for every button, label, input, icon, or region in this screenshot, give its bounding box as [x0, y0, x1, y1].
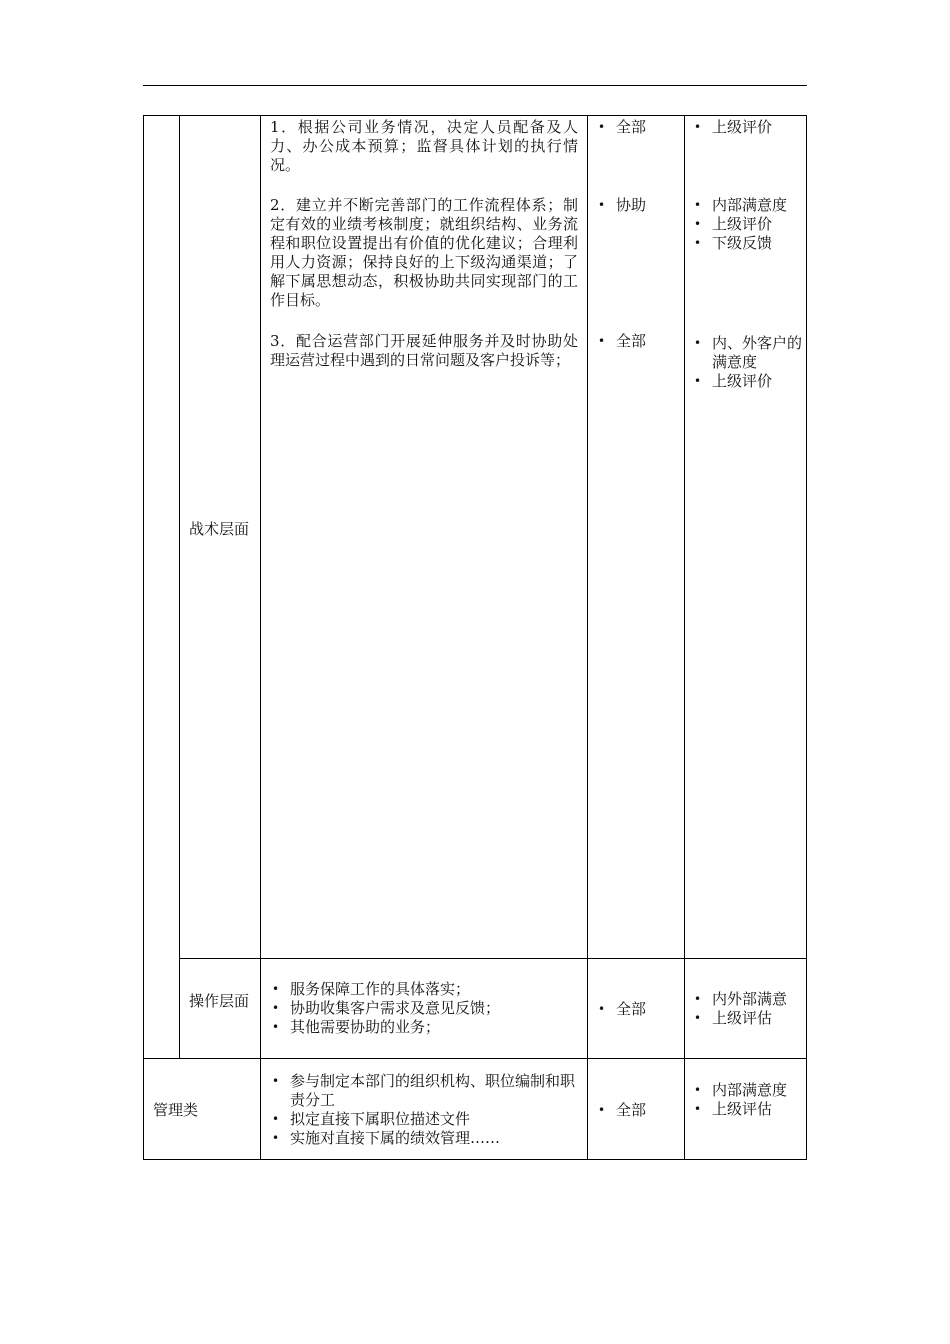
- scope-item: • 全部: [596, 1000, 680, 1019]
- tactical-duty-1-text: 1．根据公司业务情况，决定人员配备及人力、办公成本预算；监督具体计划的执行情况。: [270, 118, 578, 174]
- row-divider-operational: [143, 1058, 807, 1059]
- management-category-label: 管理类: [153, 1101, 199, 1119]
- eval-item: • 上级评估: [692, 1100, 802, 1119]
- row-divider-tactical: [179, 958, 807, 959]
- eval-item: • 内部满意度: [692, 196, 802, 215]
- col-divider-category: [179, 115, 180, 1058]
- management-duties: [270, 1072, 578, 1148]
- management-scope: [596, 1101, 680, 1120]
- tactical-eval-1: [692, 118, 802, 137]
- eval-item: • 下级反馈: [692, 234, 802, 253]
- scope-item: • 全部: [596, 118, 680, 137]
- eval-item: • 上级评价: [692, 372, 802, 391]
- eval-item: • 上级评估: [692, 1009, 802, 1028]
- tactical-duty-3-text: 3．配合运营部门开展延伸服务并及时协助处理运营过程中遇到的日常问题及客户投诉等；: [270, 332, 578, 369]
- duty-item: • 拟定直接下属职位描述文件: [270, 1110, 578, 1129]
- duty-item: • 其他需要协助的业务；: [270, 1018, 578, 1037]
- tactical-eval-2: [692, 196, 802, 253]
- duty-item: • 协助收集客户需求及意见反馈；: [270, 999, 578, 1018]
- operational-duties: [270, 980, 578, 1037]
- tactical-scope-1: [596, 118, 680, 137]
- eval-item: • 上级评价: [692, 118, 802, 137]
- management-eval: [692, 1081, 802, 1119]
- table-border-right: [806, 115, 807, 1159]
- col-divider-level: [260, 115, 261, 1159]
- tactical-duty-1: [270, 118, 578, 175]
- tactical-scope-2: [596, 196, 680, 215]
- tactical-scope-3: [596, 332, 680, 351]
- scope-item: • 全部: [596, 1101, 680, 1120]
- tactical-duty-3: [270, 332, 578, 370]
- tactical-duty-2: [270, 196, 578, 310]
- eval-item: • 内、外客户的满意度: [692, 334, 802, 372]
- operational-eval: [692, 990, 802, 1028]
- duty-item: • 服务保障工作的具体落实；: [270, 980, 578, 999]
- duty-item: • 实施对直接下属的绩效管理……: [270, 1129, 578, 1148]
- tactical-level-label: 战术层面: [189, 520, 250, 538]
- eval-item: • 上级评价: [692, 215, 802, 234]
- eval-item: • 内部满意度: [692, 1081, 802, 1100]
- col-divider-scope: [684, 115, 685, 1159]
- eval-item: • 内外部满意: [692, 990, 802, 1009]
- tactical-duty-2-text: 2．建立并不断完善部门的工作流程体系；制定有效的业绩考核制度；就组织结构、业务流程和职位设置提出有价值的优化建议；合理利用人力资源；保持良好的上下级沟通渠道；了解下属思想动态，积极协助共同实现部门的工作目标。: [270, 196, 578, 309]
- operational-scope: [596, 1000, 680, 1019]
- table-border-top: [143, 115, 807, 116]
- table-border-left: [143, 115, 144, 1159]
- tactical-eval-3: [692, 334, 802, 391]
- table-border-bottom: [143, 1159, 807, 1160]
- col-divider-duties: [587, 115, 588, 1159]
- operational-level-label: 操作层面: [189, 992, 250, 1010]
- scope-item: • 协助: [596, 196, 680, 215]
- duty-item: • 参与制定本部门的组织机构、职位编制和职责分工: [270, 1072, 578, 1110]
- scope-item: • 全部: [596, 332, 680, 351]
